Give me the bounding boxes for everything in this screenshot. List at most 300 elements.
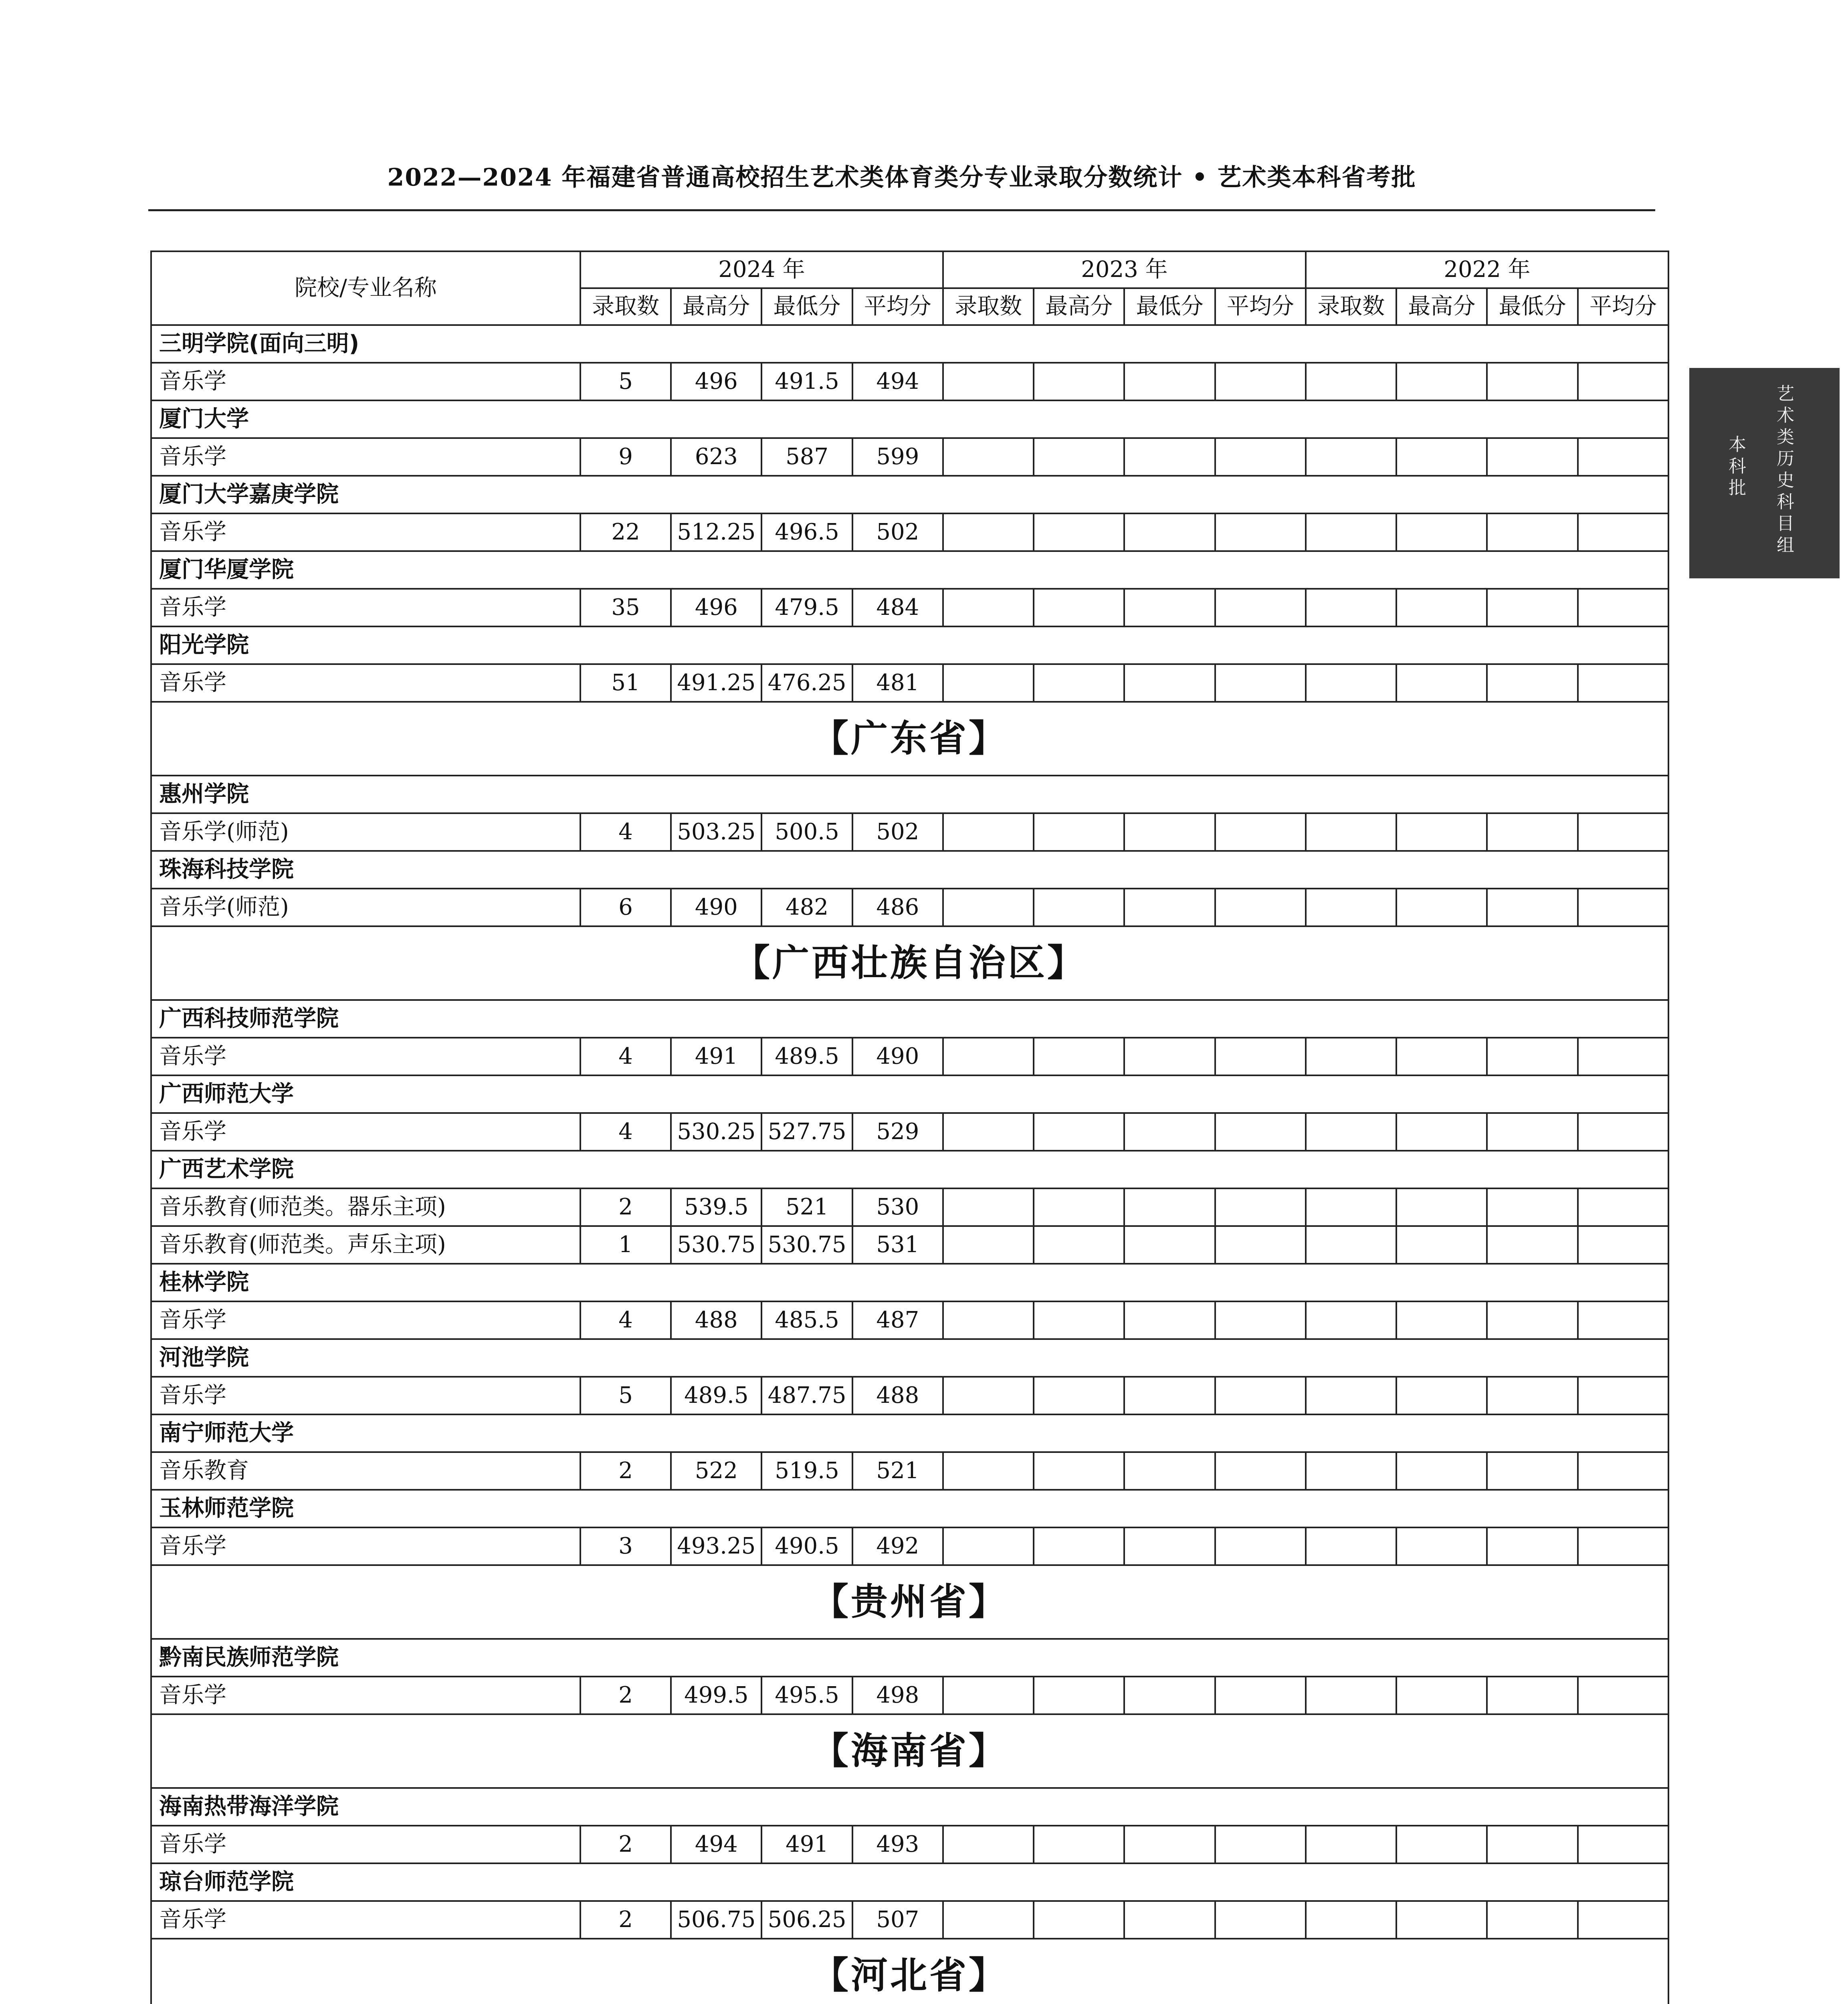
- empty-score-cell: [1306, 664, 1396, 702]
- empty-score-cell: [1124, 589, 1215, 626]
- empty-score-cell: [1306, 1452, 1396, 1490]
- score-cell: 4: [580, 813, 671, 851]
- school-name: 河池学院: [151, 1339, 1668, 1377]
- year-header: 2022 年: [1306, 251, 1668, 288]
- school-name: 广西师范大学: [151, 1075, 1668, 1113]
- empty-score-cell: [1306, 1377, 1396, 1414]
- empty-score-cell: [1215, 1038, 1306, 1075]
- major-name: 音乐教育(师范类。器乐主项): [151, 1188, 580, 1226]
- empty-score-cell: [1396, 1301, 1487, 1339]
- score-cell: 490: [671, 889, 761, 926]
- score-cell: 3: [580, 1527, 671, 1565]
- empty-score-cell: [1124, 1301, 1215, 1339]
- score-cell: 498: [852, 1677, 943, 1714]
- score-cell: 481: [852, 664, 943, 702]
- score-cell: 492: [852, 1527, 943, 1565]
- score-cell: 485.5: [761, 1301, 852, 1339]
- empty-score-cell: [1396, 1226, 1487, 1264]
- empty-score-cell: [1215, 889, 1306, 926]
- school-row: [151, 551, 1668, 589]
- major-row: [151, 363, 1668, 400]
- empty-score-cell: [1124, 1038, 1215, 1075]
- empty-score-cell: [1124, 1226, 1215, 1264]
- empty-score-cell: [1578, 1301, 1668, 1339]
- score-cell: 491.25: [671, 664, 761, 702]
- table-header: [151, 251, 1668, 325]
- empty-score-cell: [1034, 513, 1124, 551]
- school-row: [151, 1151, 1668, 1188]
- major-name: 音乐学: [151, 363, 580, 400]
- empty-score-cell: [1487, 1038, 1577, 1075]
- score-cell: 494: [852, 363, 943, 400]
- school-name: 三明学院(面向三明): [151, 325, 1668, 363]
- empty-score-cell: [1306, 513, 1396, 551]
- school-name: 黔南民族师范学院: [151, 1639, 1668, 1677]
- empty-score-cell: [1215, 1113, 1306, 1151]
- side-tab-char: 类: [1777, 427, 1794, 447]
- empty-score-cell: [1396, 1527, 1487, 1565]
- column-header: 录取数: [1306, 288, 1396, 325]
- empty-score-cell: [1487, 889, 1577, 926]
- empty-score-cell: [1034, 1301, 1124, 1339]
- score-cell: 484: [852, 589, 943, 626]
- school-name: 广西艺术学院: [151, 1151, 1668, 1188]
- school-row: [151, 1339, 1668, 1377]
- score-cell: 521: [852, 1452, 943, 1490]
- score-cell: 2: [580, 1826, 671, 1863]
- major-row: [151, 1113, 1668, 1151]
- empty-score-cell: [1396, 664, 1487, 702]
- major-name: 音乐学: [151, 438, 580, 476]
- major-row: [151, 438, 1668, 476]
- empty-score-cell: [1306, 1677, 1396, 1714]
- empty-score-cell: [1578, 1038, 1668, 1075]
- school-row: [151, 776, 1668, 813]
- empty-score-cell: [1034, 1677, 1124, 1714]
- empty-score-cell: [1306, 1826, 1396, 1863]
- column-header: 平均分: [1578, 288, 1668, 325]
- score-cell: 502: [852, 813, 943, 851]
- score-cell: 4: [580, 1301, 671, 1339]
- school-row: [151, 1264, 1668, 1301]
- score-cell: 530: [852, 1188, 943, 1226]
- empty-score-cell: [1396, 1677, 1487, 1714]
- empty-score-cell: [1215, 664, 1306, 702]
- empty-score-cell: [1124, 664, 1215, 702]
- empty-score-cell: [1215, 1226, 1306, 1264]
- major-name: 音乐学: [151, 1826, 580, 1863]
- empty-score-cell: [1306, 1527, 1396, 1565]
- column-header: 最高分: [1034, 288, 1124, 325]
- score-cell: 22: [580, 513, 671, 551]
- column-header: 最高分: [671, 288, 761, 325]
- column-header: 最低分: [1124, 288, 1215, 325]
- empty-score-cell: [1487, 1677, 1577, 1714]
- school-name: 广西科技师范学院: [151, 1000, 1668, 1038]
- side-tab-char: 历: [1777, 448, 1794, 469]
- side-tab-char: 科: [1729, 456, 1746, 477]
- school-name: 厦门华厦学院: [151, 551, 1668, 589]
- empty-score-cell: [1034, 1038, 1124, 1075]
- empty-score-cell: [1215, 813, 1306, 851]
- empty-score-cell: [943, 1527, 1034, 1565]
- major-row: [151, 1226, 1668, 1264]
- empty-score-cell: [943, 1377, 1034, 1414]
- empty-score-cell: [943, 1301, 1034, 1339]
- empty-score-cell: [1034, 363, 1124, 400]
- school-row: [151, 626, 1668, 664]
- column-header: 最高分: [1396, 288, 1487, 325]
- empty-score-cell: [1124, 1527, 1215, 1565]
- side-tab-char: 术: [1777, 405, 1794, 426]
- side-section-tab: [1689, 368, 1840, 578]
- empty-score-cell: [1034, 1901, 1124, 1939]
- empty-score-cell: [1306, 1188, 1396, 1226]
- empty-score-cell: [943, 438, 1034, 476]
- major-name: 音乐学: [151, 664, 580, 702]
- score-cell: 491: [761, 1826, 852, 1863]
- side-tab-char: 史: [1777, 470, 1794, 491]
- side-tab-char: 科: [1777, 492, 1794, 512]
- school-row: [151, 851, 1668, 889]
- score-cell: 490.5: [761, 1527, 852, 1565]
- side-tab-char: 批: [1729, 478, 1746, 498]
- score-cell: 494: [671, 1826, 761, 1863]
- empty-score-cell: [1306, 438, 1396, 476]
- empty-score-cell: [1124, 363, 1215, 400]
- school-row: [151, 400, 1668, 438]
- major-name: 音乐教育(师范类。声乐主项): [151, 1226, 580, 1264]
- score-cell: 506.25: [761, 1901, 852, 1939]
- column-header: 录取数: [580, 288, 671, 325]
- score-cell: 2: [580, 1188, 671, 1226]
- empty-score-cell: [1396, 889, 1487, 926]
- province-heading: 【河北省】: [151, 1939, 1668, 2004]
- score-cell: 4: [580, 1038, 671, 1075]
- empty-score-cell: [1215, 1901, 1306, 1939]
- school-row: [151, 1075, 1668, 1113]
- empty-score-cell: [1124, 813, 1215, 851]
- score-cell: 587: [761, 438, 852, 476]
- empty-score-cell: [1396, 589, 1487, 626]
- empty-score-cell: [943, 589, 1034, 626]
- score-cell: 521: [761, 1188, 852, 1226]
- school-name: 厦门大学: [151, 400, 1668, 438]
- school-name: 南宁师范大学: [151, 1414, 1668, 1452]
- empty-score-cell: [1034, 1826, 1124, 1863]
- score-cell: 530.75: [761, 1226, 852, 1264]
- empty-score-cell: [1487, 1188, 1577, 1226]
- side-tab-char: 本: [1729, 434, 1746, 455]
- score-cell: 488: [852, 1377, 943, 1414]
- empty-score-cell: [943, 889, 1034, 926]
- empty-score-cell: [1034, 1188, 1124, 1226]
- empty-score-cell: [943, 1826, 1034, 1863]
- score-cell: 5: [580, 363, 671, 400]
- school-name: 桂林学院: [151, 1264, 1668, 1301]
- province-heading: 【海南省】: [151, 1714, 1668, 1788]
- score-cell: 496: [671, 363, 761, 400]
- score-cell: 6: [580, 889, 671, 926]
- major-row: [151, 889, 1668, 926]
- empty-score-cell: [1396, 1377, 1487, 1414]
- empty-score-cell: [1487, 813, 1577, 851]
- empty-score-cell: [1124, 1901, 1215, 1939]
- empty-score-cell: [1578, 889, 1668, 926]
- side-tab-batch: [1725, 434, 1749, 499]
- school-row: [151, 1863, 1668, 1901]
- school-row: [151, 1490, 1668, 1527]
- score-cell: 488: [671, 1301, 761, 1339]
- empty-score-cell: [1396, 1901, 1487, 1939]
- empty-score-cell: [1487, 1301, 1577, 1339]
- empty-score-cell: [1487, 438, 1577, 476]
- score-cell: 487: [852, 1301, 943, 1339]
- empty-score-cell: [1578, 1677, 1668, 1714]
- empty-score-cell: [1487, 1452, 1577, 1490]
- score-cell: 539.5: [671, 1188, 761, 1226]
- score-cell: 493: [852, 1826, 943, 1863]
- score-cell: 489.5: [761, 1038, 852, 1075]
- major-row: [151, 1677, 1668, 1714]
- empty-score-cell: [1034, 1452, 1124, 1490]
- empty-score-cell: [1215, 1452, 1306, 1490]
- empty-score-cell: [1487, 513, 1577, 551]
- empty-score-cell: [943, 813, 1034, 851]
- empty-score-cell: [1396, 1826, 1487, 1863]
- school-row: [151, 1788, 1668, 1826]
- empty-score-cell: [1396, 1188, 1487, 1226]
- side-tab-char: 艺: [1777, 384, 1794, 404]
- empty-score-cell: [1034, 1527, 1124, 1565]
- empty-score-cell: [1578, 513, 1668, 551]
- empty-score-cell: [1124, 1826, 1215, 1863]
- empty-score-cell: [1578, 363, 1668, 400]
- score-cell: 496: [671, 589, 761, 626]
- empty-score-cell: [1396, 1452, 1487, 1490]
- empty-score-cell: [1124, 1677, 1215, 1714]
- empty-score-cell: [943, 363, 1034, 400]
- score-cell: 531: [852, 1226, 943, 1264]
- empty-score-cell: [1306, 1901, 1396, 1939]
- score-cell: 482: [761, 889, 852, 926]
- empty-score-cell: [1578, 1826, 1668, 1863]
- major-row: [151, 1452, 1668, 1490]
- empty-score-cell: [1578, 1113, 1668, 1151]
- empty-score-cell: [1396, 438, 1487, 476]
- empty-score-cell: [943, 1226, 1034, 1264]
- score-cell: 479.5: [761, 589, 852, 626]
- major-row: [151, 1826, 1668, 1863]
- empty-score-cell: [1215, 1826, 1306, 1863]
- empty-score-cell: [943, 664, 1034, 702]
- province-heading-row: [151, 1565, 1668, 1639]
- empty-score-cell: [1215, 1377, 1306, 1414]
- score-cell: 51: [580, 664, 671, 702]
- major-row: [151, 1038, 1668, 1075]
- empty-score-cell: [943, 1188, 1034, 1226]
- empty-score-cell: [1487, 1113, 1577, 1151]
- column-header: 录取数: [943, 288, 1034, 325]
- empty-score-cell: [1034, 813, 1124, 851]
- column-header: 平均分: [852, 288, 943, 325]
- score-cell: 495.5: [761, 1677, 852, 1714]
- major-row: [151, 664, 1668, 702]
- empty-score-cell: [1124, 438, 1215, 476]
- major-row: [151, 1901, 1668, 1939]
- empty-score-cell: [1306, 1113, 1396, 1151]
- empty-score-cell: [1396, 1113, 1487, 1151]
- score-cell: 2: [580, 1452, 671, 1490]
- empty-score-cell: [1396, 813, 1487, 851]
- empty-score-cell: [1215, 1188, 1306, 1226]
- score-cell: 529: [852, 1113, 943, 1151]
- school-major-name-header: 院校/专业名称: [151, 251, 580, 325]
- major-row: [151, 513, 1668, 551]
- header-rule: [148, 209, 1655, 211]
- score-cell: 2: [580, 1901, 671, 1939]
- province-heading-row: [151, 702, 1668, 776]
- table-body: [151, 325, 1668, 2004]
- empty-score-cell: [1306, 363, 1396, 400]
- score-cell: 489.5: [671, 1377, 761, 1414]
- major-name: 音乐教育: [151, 1452, 580, 1490]
- score-cell: 2: [580, 1677, 671, 1714]
- page-header-title: 2022—2024 年福建省普通高校招生艺术类体育类分专业录取分数统计 • 艺术类本科省考批: [387, 164, 1416, 192]
- score-cell: 491.5: [761, 363, 852, 400]
- empty-score-cell: [943, 1038, 1034, 1075]
- school-name: 玉林师范学院: [151, 1490, 1668, 1527]
- admission-score-table: [150, 250, 1669, 2004]
- score-cell: 490: [852, 1038, 943, 1075]
- empty-score-cell: [1034, 1377, 1124, 1414]
- empty-score-cell: [1034, 1113, 1124, 1151]
- major-name: 音乐学: [151, 1677, 580, 1714]
- empty-score-cell: [1578, 589, 1668, 626]
- empty-score-cell: [943, 1113, 1034, 1151]
- school-name: 琼台师范学院: [151, 1863, 1668, 1901]
- empty-score-cell: [1487, 589, 1577, 626]
- column-header: 平均分: [1215, 288, 1306, 325]
- empty-score-cell: [1487, 664, 1577, 702]
- score-cell: 496.5: [761, 513, 852, 551]
- major-row: [151, 589, 1668, 626]
- empty-score-cell: [1487, 1226, 1577, 1264]
- province-heading-row: [151, 1714, 1668, 1788]
- major-name: 音乐学: [151, 589, 580, 626]
- year-header: 2023 年: [943, 251, 1306, 288]
- score-cell: 527.75: [761, 1113, 852, 1151]
- empty-score-cell: [1487, 1377, 1577, 1414]
- empty-score-cell: [943, 1677, 1034, 1714]
- empty-score-cell: [1487, 363, 1577, 400]
- score-cell: 4: [580, 1113, 671, 1151]
- side-tab-char: 组: [1777, 535, 1794, 556]
- major-name: 音乐学: [151, 513, 580, 551]
- empty-score-cell: [1578, 438, 1668, 476]
- empty-score-cell: [1578, 1188, 1668, 1226]
- empty-score-cell: [1215, 1301, 1306, 1339]
- empty-score-cell: [1396, 363, 1487, 400]
- major-name: 音乐学: [151, 1038, 580, 1075]
- empty-score-cell: [1578, 664, 1668, 702]
- empty-score-cell: [1124, 889, 1215, 926]
- school-row: [151, 325, 1668, 363]
- major-name: 音乐学(师范): [151, 889, 580, 926]
- major-name: 音乐学: [151, 1901, 580, 1939]
- empty-score-cell: [943, 1452, 1034, 1490]
- empty-score-cell: [1578, 1452, 1668, 1490]
- score-cell: 530.25: [671, 1113, 761, 1151]
- major-row: [151, 1377, 1668, 1414]
- major-name: 音乐学: [151, 1113, 580, 1151]
- empty-score-cell: [943, 513, 1034, 551]
- school-row: [151, 1414, 1668, 1452]
- score-cell: 502: [852, 513, 943, 551]
- major-row: [151, 1188, 1668, 1226]
- score-cell: 503.25: [671, 813, 761, 851]
- empty-score-cell: [1034, 664, 1124, 702]
- score-cell: 35: [580, 589, 671, 626]
- empty-score-cell: [1578, 1377, 1668, 1414]
- empty-score-cell: [1215, 513, 1306, 551]
- major-name: 音乐学: [151, 1301, 580, 1339]
- score-cell: 623: [671, 438, 761, 476]
- score-cell: 499.5: [671, 1677, 761, 1714]
- score-cell: 512.25: [671, 513, 761, 551]
- school-row: [151, 1639, 1668, 1677]
- empty-score-cell: [1215, 438, 1306, 476]
- empty-score-cell: [1124, 1113, 1215, 1151]
- empty-score-cell: [1306, 1301, 1396, 1339]
- empty-score-cell: [1578, 1901, 1668, 1939]
- empty-score-cell: [1306, 1038, 1396, 1075]
- province-heading-row: [151, 1939, 1668, 2004]
- score-cell: 5: [580, 1377, 671, 1414]
- side-tab-subject-group: [1773, 383, 1798, 556]
- score-cell: 487.75: [761, 1377, 852, 1414]
- score-cell: 522: [671, 1452, 761, 1490]
- empty-score-cell: [1124, 513, 1215, 551]
- column-header: 最低分: [1487, 288, 1577, 325]
- score-cell: 476.25: [761, 664, 852, 702]
- empty-score-cell: [1034, 1226, 1124, 1264]
- empty-score-cell: [943, 1901, 1034, 1939]
- empty-score-cell: [1487, 1527, 1577, 1565]
- score-cell: 506.75: [671, 1901, 761, 1939]
- score-cell: 491: [671, 1038, 761, 1075]
- school-row: [151, 1000, 1668, 1038]
- year-header: 2024 年: [580, 251, 943, 288]
- empty-score-cell: [1034, 889, 1124, 926]
- column-header: 最低分: [761, 288, 852, 325]
- empty-score-cell: [1487, 1901, 1577, 1939]
- score-cell: 493.25: [671, 1527, 761, 1565]
- score-cell: 500.5: [761, 813, 852, 851]
- empty-score-cell: [1124, 1188, 1215, 1226]
- major-row: [151, 1527, 1668, 1565]
- empty-score-cell: [1124, 1452, 1215, 1490]
- province-heading: 【贵州省】: [151, 1565, 1668, 1639]
- province-heading: 【广东省】: [151, 702, 1668, 776]
- school-name: 海南热带海洋学院: [151, 1788, 1668, 1826]
- score-cell: 519.5: [761, 1452, 852, 1490]
- score-cell: 507: [852, 1901, 943, 1939]
- major-name: 音乐学(师范): [151, 813, 580, 851]
- school-name: 阳光学院: [151, 626, 1668, 664]
- score-cell: 486: [852, 889, 943, 926]
- empty-score-cell: [1306, 1226, 1396, 1264]
